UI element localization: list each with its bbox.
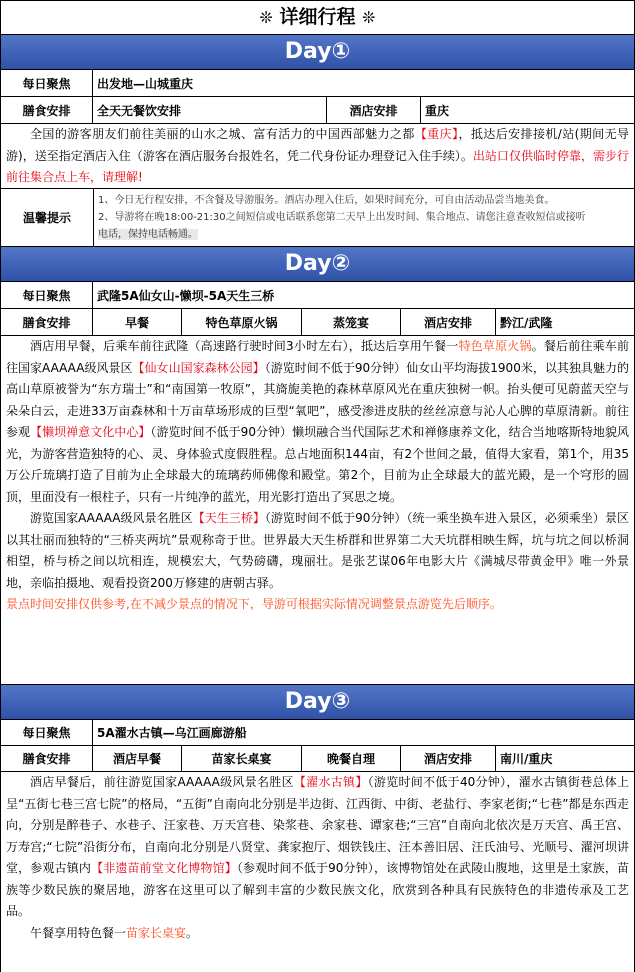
page-title <box>1 0 634 35</box>
page-title-text: 详细行程 <box>279 6 356 28</box>
day1-tip-2-cont: 电话，保持电话畅通。 <box>98 229 198 240</box>
day3-hotel-value: 南川/重庆 <box>500 752 553 766</box>
day2-focus-value: 武隆5A仙女山-懒坝-5A天生三桥 <box>97 288 275 303</box>
day2-meal-dinner: 蒸笼宴 <box>302 309 401 335</box>
day2-meal-lunch: 特色草原火锅 <box>182 309 302 335</box>
day1-desc-text: 全国的游客朋友们前往美丽的山水之城、富有活力的中国西部魅力之都 <box>30 127 415 141</box>
day2-spot-lanba: 【懒坝禅意文化中心】 <box>30 425 151 439</box>
day1-meals-label: 膳食安排 <box>1 97 93 123</box>
day1-hotel-value: 重庆 <box>425 103 450 118</box>
day2-hotel-value: 黔江/武隆 <box>500 315 553 330</box>
day3-header: Day③ <box>1 685 634 720</box>
day2-text: 酒店用早餐，后乘车前往武隆（高速路行驶时间3小时左右），抵达后享用午餐一 <box>30 339 459 353</box>
day1-header: Day① <box>1 35 634 70</box>
day3-meals-row <box>1 746 634 772</box>
day3-spot-zhuoshui: 【濯水古镇】 <box>293 775 368 789</box>
day3-meals-label: 膳食安排 <box>1 746 93 771</box>
day3-focus-label: 每日聚焦 <box>1 720 93 745</box>
day3-paragraph-1 <box>6 772 629 923</box>
day3-meal-breakfast: 酒店早餐 <box>93 746 182 771</box>
day2-description <box>1 336 634 685</box>
day2-spot-sanqiao: 【天生三桥】 <box>192 511 265 525</box>
day1-desc-warning: 出站口仅供临时停靠，需步行前往集合点上车，请理解! <box>6 148 629 184</box>
day3-text: （游览时间不低于40分钟），濯水古镇街巷总体上呈“五街七巷三宫七院”的格局，“五街”自南向北分别是半边街、江西街、中街、老盐行、李家老街;“七巷”都是东西走向，分别是醉巷子、水巷子、汪家巷、万天宫巷、染浆巷、余家巷、谭家巷;“三宫”自南向北依次是万天宫、禹王宫、万寿宫;“七院”沿街分布，自南向北分别是八贤堂、龚家抱厅、烟铁钱庄、汪本善旧居、汪氏油号、光顺号、濯河坝讲堂，参观古镇内 <box>6 775 629 875</box>
day1-tips-body <box>94 189 634 246</box>
day1-tip-2: 2、导游将在晚18:00-21:30之间短信或电话联系您第二天早上出发时间、集合地点、请您注意查收短信或接听 <box>98 212 586 223</box>
day2-paragraph-1 <box>6 336 629 508</box>
day3-text: 酒店早餐后，前往游览国家AAAAA级风景名胜区 <box>30 775 294 789</box>
day2-focus-row <box>1 282 634 309</box>
day1-focus-row <box>1 70 634 97</box>
day2-text: （游览时间不低于90分钟）懒坝融合当代国际艺术和禅修康养文化，结合当地喀斯特地貌风光，为游客营造独特的心、灵、身体验式度假胜程。总占地面积144亩，有2个世间之最，值得大家看，第1个，用35万公斤琉璃打造了目前为止全球最大的琉璃药师佛像和殿堂。第2个，目前为止全球最大的蓝光殿，是一个穹形的圆顶，里面没有一根柱子，只有一片纯净的蓝光，用光影打造出了冥思之境。 <box>6 425 629 504</box>
day2-meals-label: 膳食安排 <box>1 309 93 335</box>
day1-tip-1: 1、今日无行程安排，不含餐及导游服务。酒店办理入住后，如果时间充分，可自由活动品尝当地美食。 <box>98 195 555 206</box>
day2-note: 景点时间安排仅供参考,在不减少景点的情况下，导游可根据实际情况调整景点游览先后顺序。 <box>6 597 502 611</box>
day1-desc-text2: ，抵达后安排接机/站(期间无导游)，送至指定酒店入住（游客在酒店服务台报姓名，凭二代身份证办理登记入住手续）。 <box>6 127 629 163</box>
day3-paragraph-2 <box>6 923 629 945</box>
day3-text: （参观时间不低于90分钟），该博物馆处在武陵山腹地，这里是土家族，苗族等少数民族的聚居地，游客在这里可以了解到丰富的少数民族文化，欣赏到各种具有民族特色的非遗传承及工艺品。 <box>6 861 629 918</box>
day2-hotel-label: 酒店安排 <box>401 309 496 335</box>
day3-lunch-highlight: 苗家长桌宴 <box>126 925 187 940</box>
day3-text: 。 <box>186 925 199 940</box>
day1-desc-city: 【重庆】 <box>414 127 459 141</box>
day3-meal-dinner: 晚餐自理 <box>302 746 401 771</box>
snowflake-icon: ❊ <box>362 8 376 27</box>
day1-focus-label: 每日聚焦 <box>1 70 93 96</box>
day3-text: 午餐享用特色餐一 <box>30 925 127 940</box>
day3-focus-value: 5A濯水古镇—乌江画廊游船 <box>97 726 247 740</box>
snowflake-icon: ❊ <box>259 8 273 27</box>
day2-meal-breakfast: 早餐 <box>93 309 182 335</box>
day2-text: （游览时间不低于90分钟）仙女山平均海拔1900米，以其独具魅力的高山草原被誉为“东方瑞士”和“南国第一牧原”，其旖旎美艳的森林草原风光在重庆独树一帜。抬头便可见蔚蓝天空与朵朵白云，走进33万亩森林和十万亩草场形成的巨型“氧吧”，感受渗进皮肤的丝丝凉意与沁人心脾的草原清新。前往参观 <box>6 360 629 439</box>
day2-header: Day② <box>1 247 634 282</box>
day2-text: 。餐后前往乘车前往国家AAAAA级风景区 <box>6 339 629 375</box>
day3-description <box>1 772 634 972</box>
day3-focus-row <box>1 720 634 746</box>
day3-spot-museum: 【非遗苗前堂文化博物馆】 <box>91 861 237 875</box>
day3-meal-lunch: 苗家长桌宴 <box>182 746 302 771</box>
day1-tips-label: 温馨提示 <box>1 189 94 246</box>
day1-meals-row <box>1 97 634 124</box>
day2-text: （游览时间不低于90分钟）（统一乘坐换车进入景区，必须乘坐）景区以其壮丽而独特的“三桥夹两坑”景观称奇于世。世界最大天生桥群和世界第二大天坑群相映生辉，坑与坑之间以桥洞相望，桥与桥之间以坑相连，规模宏大，气势磅礴，瑰丽壮。是张艺谋06年电影大片《满城尽带黄金甲》唯一外景地，亲临拍摄地、观看投资200万修建的唐朝古驿。 <box>6 511 629 590</box>
day3-hotel-label: 酒店安排 <box>401 746 496 771</box>
day2-text: 游览国家AAAAA级风景名胜区 <box>30 511 193 525</box>
day2-focus-label: 每日聚焦 <box>1 282 93 308</box>
day1-focus-value: 出发地—山城重庆 <box>97 76 194 91</box>
day1-hotel-label: 酒店安排 <box>327 97 421 123</box>
day1-tips-row <box>1 189 634 247</box>
day2-spot-xiannvshan: 【仙女山国家森林公园】 <box>132 360 265 375</box>
day2-meals-row <box>1 309 634 336</box>
day2-paragraph-2 <box>6 508 629 594</box>
day1-meals-value: 全天无餐饮安排 <box>93 97 327 123</box>
day2-lunch-highlight: 特色草原火锅 <box>458 339 532 353</box>
day1-description <box>1 124 634 189</box>
